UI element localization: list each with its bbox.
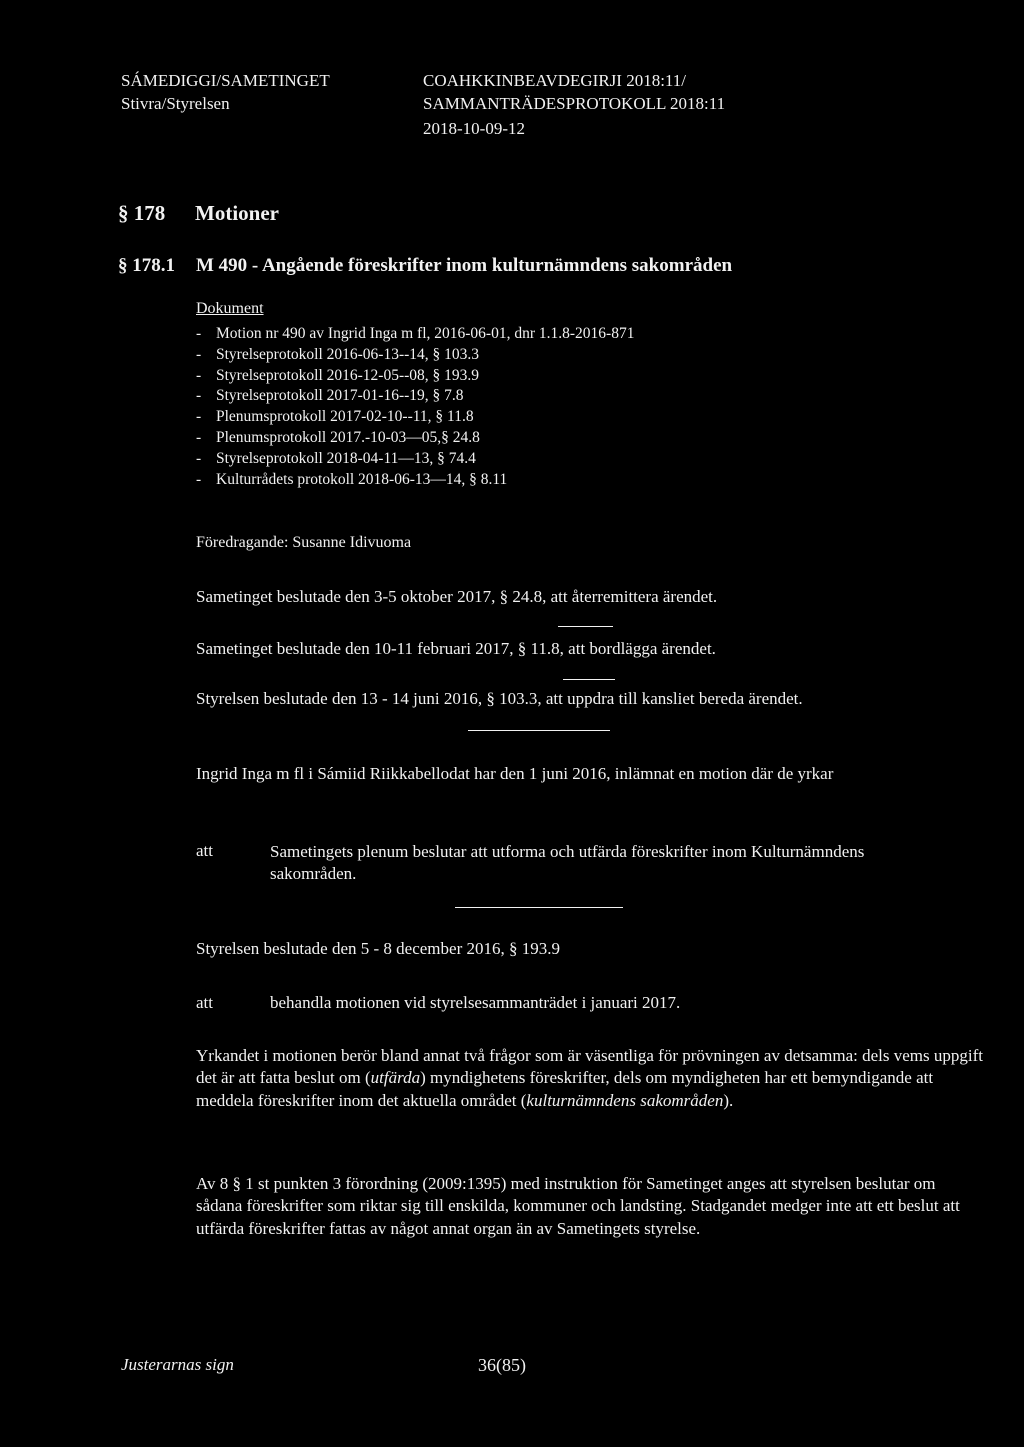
- divider: [455, 907, 623, 908]
- documents-label: Dokument: [196, 300, 264, 317]
- paragraph-text: Yrkandet i motionen berör bland annat två frågor som är väsentliga för prövningen av detsamma: dels vems uppgift det är att fatta beslut om (: [196, 1046, 983, 1088]
- paragraph-italic: utfärda: [370, 1068, 421, 1088]
- signature-label: Justerarnas sign: [121, 1355, 234, 1374]
- divider: [558, 626, 613, 627]
- document-item: - Styrelseprotokoll 2017-01-16--19, § 7.8: [196, 387, 464, 405]
- document-item-text: Styrelseprotokoll 2017-01-16--19, § 7.8: [216, 387, 464, 405]
- document-item: - Plenumsprotokoll 2017.-10-03—05,§ 24.8: [196, 428, 480, 446]
- org-name: SÁMEDIGGI/SAMETINGET: [121, 71, 330, 90]
- paragraph-motion-analysis: [196, 1045, 986, 1112]
- document-item-text: Styrelseprotokoll 2018-04-11—13, § 74.4: [216, 449, 476, 467]
- board-decision-action: behandla motionen vid styrelsesammanträdet i januari 2017.: [270, 993, 681, 1012]
- subsection-number: § 178.1: [118, 255, 175, 276]
- page-number: 36(85): [478, 1355, 526, 1375]
- decision-text: Sametinget beslutade den 3-5 oktober 2017, § 24.8, att återremittera ärendet.: [196, 587, 718, 606]
- board-decision: Styrelsen beslutade den 5 - 8 december 2016, § 193.9: [196, 939, 560, 958]
- document-item-text: Plenumsprotokoll 2017-02-10--11, § 11.8: [216, 408, 474, 426]
- paragraph-regulation: Av 8 § 1 st punkten 3 förordning (2009:1395) med instruktion för Sametinget anges att styrelsen beslutar om sådana föreskrifter som riktar sig till enskilda, kommuner och landsting. Stadgandet medger inte att ett beslut att utfärda föreskrifter fattas av något annat organ än av Sametingets styrelse.: [196, 1174, 960, 1238]
- documents-list: [196, 324, 634, 490]
- divider: [563, 679, 615, 680]
- document-item: - Styrelseprotokoll 2016-06-13--14, § 103.3: [196, 345, 480, 363]
- document-item: - Motion nr 490 av Ingrid Inga m fl, 2016-06-01, dnr 1.1.8-2016-871: [196, 325, 635, 342]
- section-number: § 178: [118, 201, 166, 225]
- document-item: - Kulturrådets protokoll 2018-06-13—14, § 8.11: [196, 470, 508, 488]
- section-title: Motioner: [195, 201, 279, 225]
- paragraph-text: ) myndighetens föreskrifter, dels om myndigheten har ett bemyndigande att meddela föreskrifter inom det aktuella området (: [196, 1068, 934, 1110]
- protocol-subtitle: SAMMANTRÄDESPROTOKOLL 2018:11: [423, 94, 726, 113]
- motion-claim-att: att: [196, 841, 213, 860]
- paragraph-text: ).: [723, 1090, 734, 1110]
- paragraph-italic: kulturnämndens sakområden: [526, 1090, 724, 1110]
- motion-claim-text: Sametingets plenum beslutar att utforma och utfärda föreskrifter inom Kulturnämndens sakområden.: [270, 842, 865, 884]
- document-item-text: Kulturrådets protokoll 2018-06-13—14, § 8.11: [216, 470, 508, 488]
- motion-intro: Ingrid Inga m fl i Sámiid Riikkabellodat har den 1 juni 2016, inlämnat en motion där de yrkar: [196, 764, 834, 783]
- decision-text: Sametinget beslutade den 10-11 februari 2017, § 11.8, att bordlägga ärendet.: [196, 639, 716, 658]
- subsection-title: M 490 - Angående föreskrifter inom kulturnämndens sakområden: [196, 255, 733, 276]
- document-item-text: Styrelseprotokoll 2016-12-05--08, § 193.9: [216, 366, 480, 384]
- document-item: - Styrelseprotokoll 2018-04-11—13, § 74.4: [196, 449, 476, 467]
- board-decision-att: att: [196, 993, 213, 1012]
- document-item-text: Plenumsprotokoll 2017.-10-03—05,§ 24.8: [216, 428, 480, 446]
- protocol-title: COAHKKINBEAVDEGIRJI 2018:11/: [423, 71, 687, 90]
- org-unit: Stivra/Styrelsen: [121, 94, 230, 113]
- divider: [468, 730, 610, 731]
- document-item-text: Motion nr 490 av Ingrid Inga m fl, 2016-06-01, dnr 1.1.8-2016-871: [216, 325, 635, 342]
- document-item: - Styrelseprotokoll 2016-12-05--08, § 193.9: [196, 366, 480, 384]
- decision-text: Styrelsen beslutade den 13 - 14 juni 2016, § 103.3, att uppdra till kansliet bereda ärendet.: [196, 689, 803, 708]
- presenter: Föredragande: Susanne Idivuoma: [196, 534, 412, 551]
- document-item: - Plenumsprotokoll 2017-02-10--11, § 11.8: [196, 408, 474, 426]
- protocol-date: 2018-10-09-12: [423, 119, 525, 138]
- document-item-text: Styrelseprotokoll 2016-06-13--14, § 103.3: [216, 345, 480, 363]
